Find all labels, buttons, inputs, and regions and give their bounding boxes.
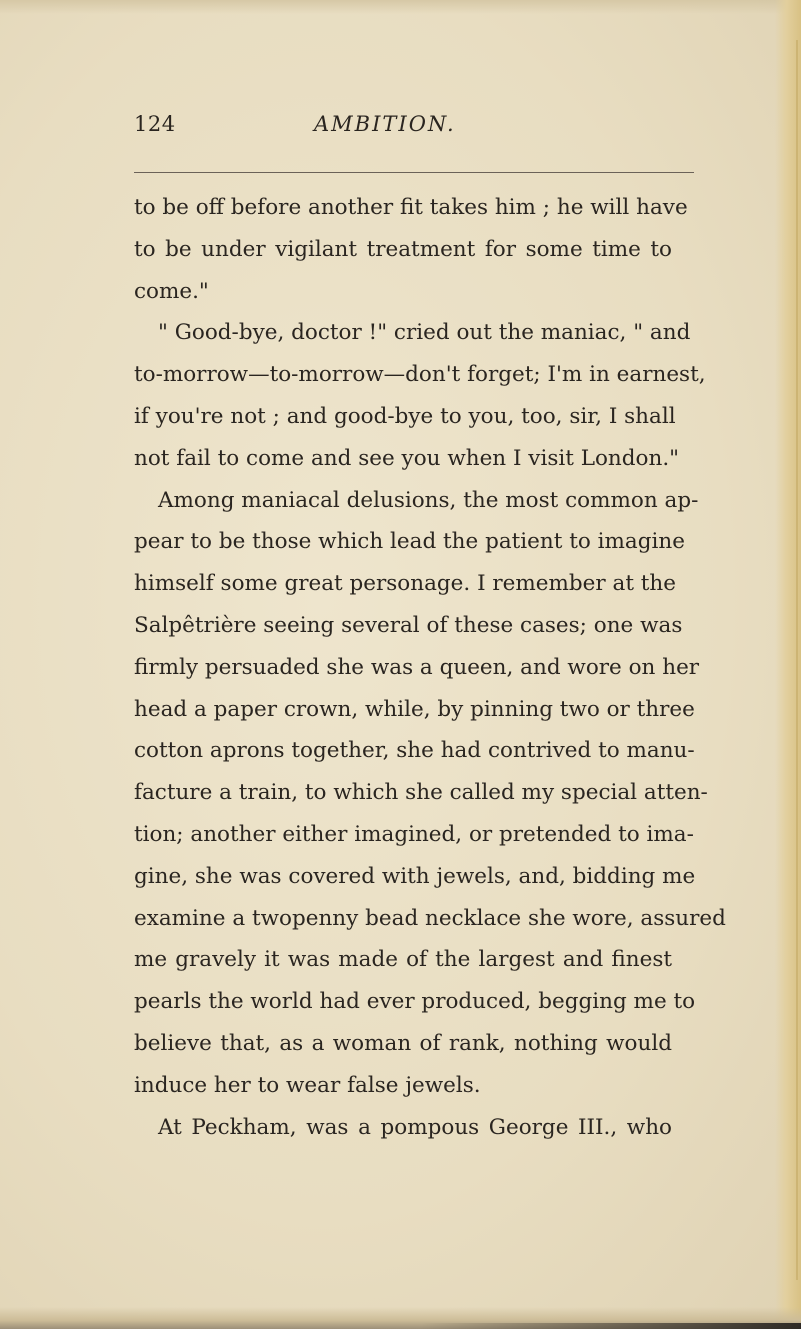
text-line: himself some great personage. I remember at the xyxy=(134,571,677,597)
text-line: examine a twopenny bead necklace she wore, assured xyxy=(134,905,726,931)
text-line: to-morrow—to-morrow—don't forget; I'm in earnest, xyxy=(134,362,706,388)
text-line: gine, she was covered with jewels, and, bidding me xyxy=(134,863,696,889)
header-rule xyxy=(134,172,694,173)
text-line: At Peckham, was a pompous George III., who xyxy=(158,1114,672,1140)
page-number: 124 xyxy=(134,112,176,136)
top-shadow xyxy=(0,0,801,14)
text-line: cotton aprons together, she had contrived to manu- xyxy=(134,738,695,764)
page-right-edge xyxy=(775,0,801,1329)
text-line: come." xyxy=(134,278,209,304)
text-line: firmly persuaded she was a queen, and wore on her xyxy=(134,654,700,680)
page-bottom-edge xyxy=(0,1307,801,1329)
text-line: induce her to wear false jewels. xyxy=(134,1072,481,1098)
text-line: pearls the world had ever produced, begging me to xyxy=(134,989,696,1015)
running-head: AMBITION. xyxy=(314,112,456,136)
text-line: facture a train, to which she called my special atten- xyxy=(134,780,708,806)
text-line: me gravely it was made of the largest and finest xyxy=(134,947,672,973)
text-line: tion; another either imagined, or pretended to ima- xyxy=(134,821,694,847)
text-line: head a paper crown, while, by pinning two or three xyxy=(134,696,695,722)
text-line: Among maniacal delusions, the most common ap- xyxy=(158,487,699,513)
text-line: to be off before another fit takes him ; he will have xyxy=(134,195,688,220)
text-line: Salpêtrière seeing several of these cases; one was xyxy=(134,612,683,638)
text-line: if you're not ; and good-bye to you, too, sir, I shall xyxy=(134,403,676,429)
page-header xyxy=(134,112,694,142)
bottom-shadow xyxy=(421,1323,801,1329)
text-line: pear to be those which lead the patient to imagine xyxy=(134,529,685,555)
text-line: believe that, as a woman of rank, nothing would xyxy=(134,1030,672,1056)
text-line: to be under vigilant treatment for some time to xyxy=(134,236,672,262)
edge-line xyxy=(796,40,798,1280)
text-line: " Good-bye, doctor !" cried out the maniac, " and xyxy=(158,320,691,346)
text-line: not fail to come and see you when I visit London." xyxy=(134,445,680,471)
body-text xyxy=(134,187,726,1148)
